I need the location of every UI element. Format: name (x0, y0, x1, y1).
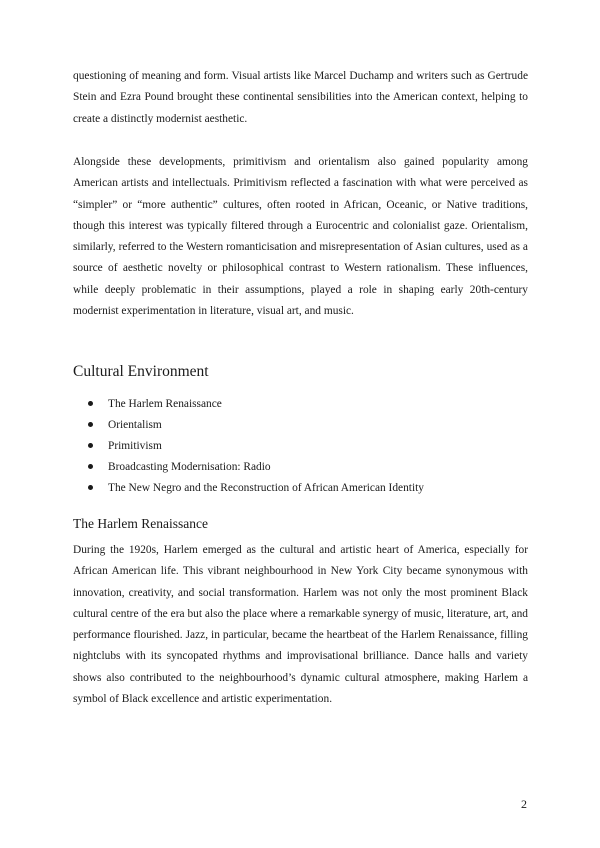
list-item-label: Primitivism (108, 440, 162, 452)
harlem-paragraph: During the 1920s, Harlem emerged as the cultural and artistic heart of America, especially for African American life. This vibrant neighbourhood in New York City became synonymous with innovation, creativity, and social transformation. Harlem was not only the most prominent Black cultural centre of the era but also the place where a remarkable synergy of music, literature, art, and performance flourished. Jazz, in particular, became the heartbeat of the Harlem Renaissance, filling nightclubs with its syncopated rhythms and improvisational brilliance. Dance halls and variety shows also contributed to the neighbourhood’s dynamic cultural atmosphere, making Harlem a symbol of Black excellence and artistic experimentation. (73, 544, 528, 706)
list-item (88, 457, 424, 478)
list-item-label: The Harlem Renaissance (108, 398, 222, 410)
topic-list (88, 394, 424, 499)
list-item-label: Orientalism (108, 419, 162, 431)
list-item (88, 436, 424, 457)
list-item (88, 415, 424, 436)
bullet-icon (88, 464, 93, 469)
subsection-heading: The Harlem Renaissance (73, 516, 208, 531)
bullet-icon (88, 422, 93, 427)
list-item (88, 394, 424, 415)
intro-paragraph: questioning of meaning and form. Visual artists like Marcel Duchamp and writers such as Gertrude Stein and Ezra Pound brought these continental sensibilities into the American context, helping to create a distinctly modernist aesthetic. (73, 70, 528, 125)
bullet-icon (88, 485, 93, 490)
list-item-label: Broadcasting Modernisation: Radio (108, 461, 271, 473)
bullet-icon (88, 401, 93, 406)
section-heading: Cultural Environment (73, 363, 209, 380)
bullet-icon (88, 443, 93, 448)
list-item (88, 478, 424, 499)
list-item-label: The New Negro and the Reconstruction of African American Identity (108, 482, 424, 494)
primitivism-orientalism-paragraph: Alongside these developments, primitivism and orientalism also gained popularity among American artists and intellectuals. Primitivism reflected a fascination with what were perceived as “simpler” or “more authentic” cultures, often rooted in African, Oceanic, or Native traditions, though this interest was typically filtered through a Eurocentric and colonialist gaze. Orientalism, similarly, referred to the Western romanticisation and misrepresentation of Asian cultures, used as a source of aesthetic novelty or philosophical contrast to Western rationalism. These influences, while deeply problematic in their assumptions, played a role in shaping early 20th-century modernist experimentation in literature, visual art, and music. (73, 156, 528, 318)
page-number: 2 (521, 797, 527, 811)
